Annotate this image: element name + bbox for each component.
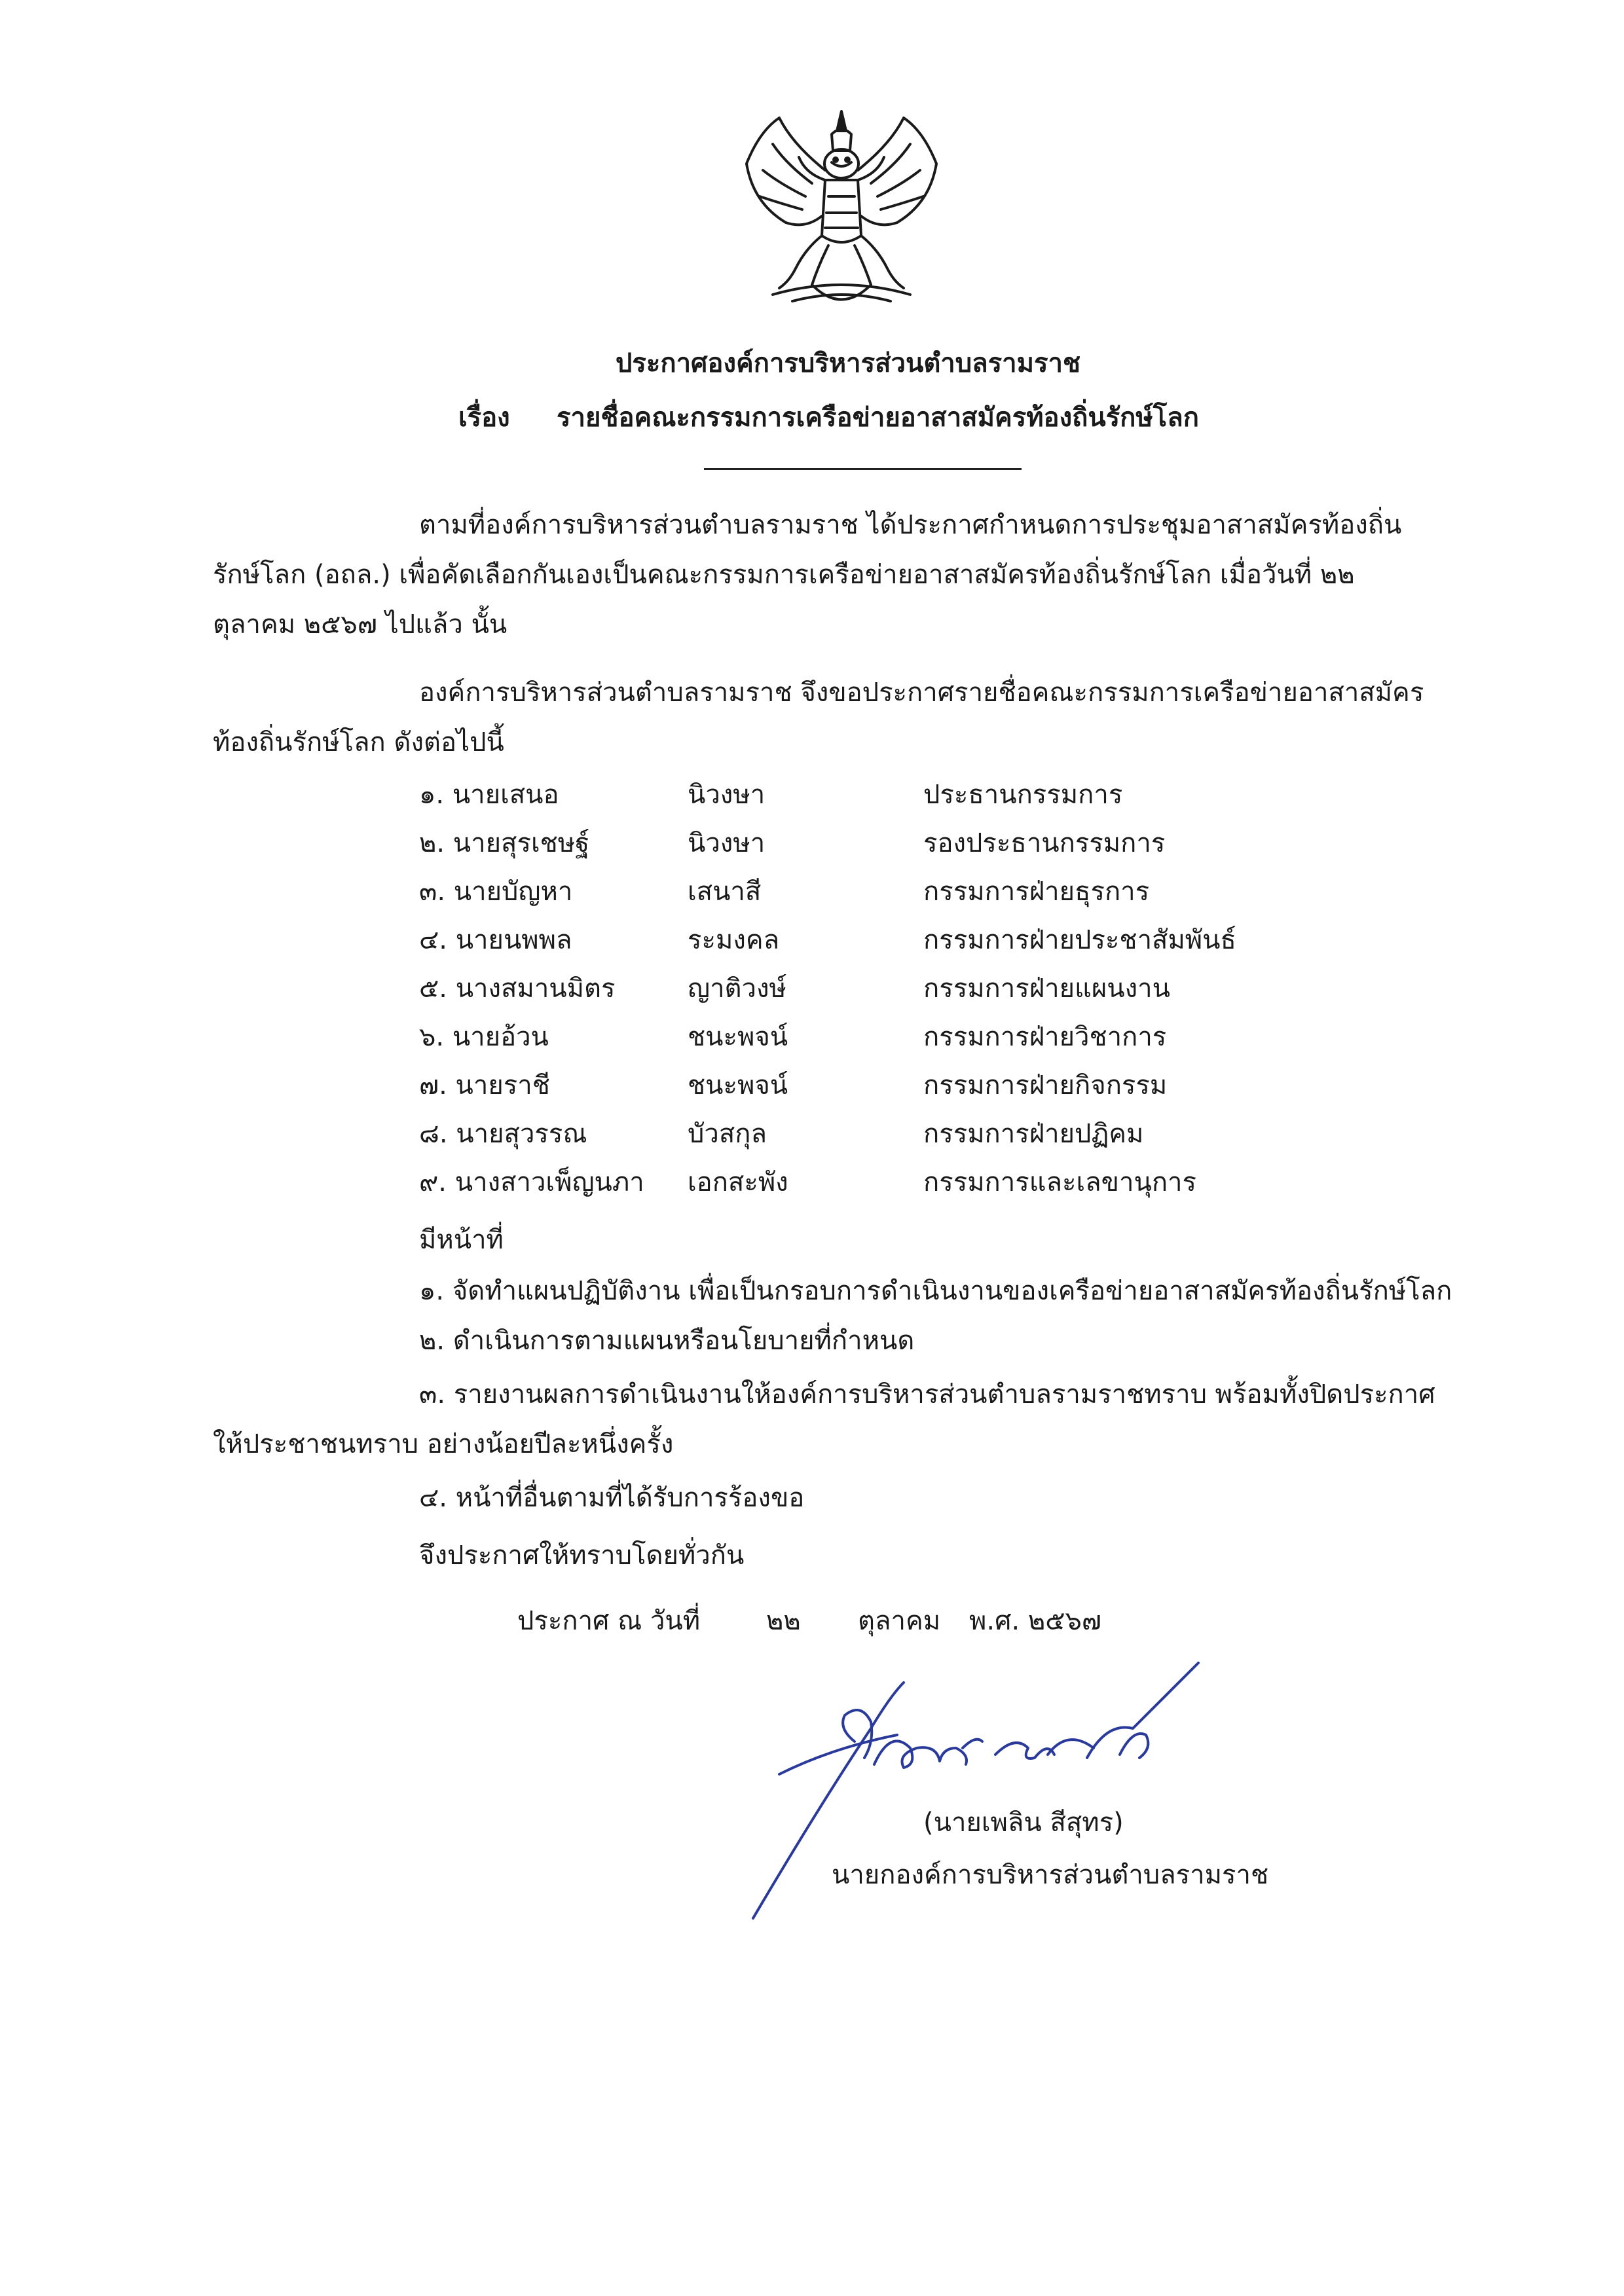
subject-label: เรื่อง: [458, 403, 510, 433]
title-divider: [704, 468, 1022, 470]
member-name: ๙. นางสาวเพ็ญนภา: [419, 1167, 644, 1197]
signatory-title: นายกองค์การบริหารส่วนตำบลรามราช: [832, 1860, 1269, 1890]
member-surname: ชนะพจน์: [688, 1070, 788, 1101]
date-month: ตุลาคม: [858, 1606, 941, 1636]
member-position: กรรมการฝ่ายประชาสัมพันธ์: [923, 925, 1236, 955]
signatory-name: (นายเพลิน สีสุทร): [923, 1808, 1124, 1838]
closing-text: จึงประกาศให้ทราบโดยทั่วกัน: [419, 1540, 745, 1571]
member-surname: นิวงษา: [688, 828, 766, 858]
subject-text: รายชื่อคณะกรรมการเครือข่ายอาสาสมัครท้องถิ่นรักษ์โลก: [557, 403, 1199, 433]
date-year: พ.ศ. ๒๕๖๗: [969, 1606, 1102, 1636]
announcement-title: ประกาศองค์การบริหารส่วนตำบลรามราช: [616, 348, 1081, 378]
member-surname: ระมงคล: [688, 925, 780, 955]
member-position: กรรมการฝ่ายแผนงาน: [923, 974, 1170, 1004]
member-position: กรรมการฝ่ายปฏิคม: [923, 1119, 1144, 1149]
member-name: ๒. นายสุรเชษฐ์: [419, 828, 590, 858]
intro-line-1: ตามที่องค์การบริหารส่วนตำบลรามราช ได้ประกาศกำหนดการประชุมอาสาสมัครท้องถิ่น: [419, 510, 1402, 540]
intro-line-3: ตุลาคม ๒๕๖๗ ไปแล้ว นั้น: [213, 610, 507, 640]
member-position: กรรมการและเลขานุการ: [923, 1167, 1196, 1197]
member-position: รองประธานกรรมการ: [923, 828, 1166, 858]
member-position: กรรมการฝ่ายธุรการ: [923, 877, 1150, 907]
duty-item-3-line-2: ให้ประชาชนทราบ อย่างน้อยปีละหนึ่งครั้ง: [213, 1429, 674, 1459]
member-name: ๑. นายเสนอ: [419, 780, 559, 810]
member-surname: เอกสะพัง: [688, 1167, 788, 1197]
member-name: ๕. นางสมานมิตร: [419, 974, 616, 1004]
member-name: ๖. นายอ้วน: [419, 1022, 549, 1052]
duty-item-4: ๔. หน้าที่อื่นตามที่ได้รับการร้องขอ: [419, 1483, 805, 1513]
member-name: ๓. นายบัญหา: [419, 877, 573, 907]
member-surname: นิวงษา: [688, 780, 766, 810]
date-prefix: ประกาศ ณ วันที่: [517, 1606, 701, 1636]
member-surname: เสนาสี: [688, 877, 762, 907]
member-name: ๗. นายราชี: [419, 1070, 550, 1101]
duty-item-3-line-1: ๓. รายงานผลการดำเนินงานให้องค์การบริหารส่วนตำบลรามราชทราบ พร้อมทั้งปิดประกาศ: [419, 1379, 1435, 1410]
member-surname: ญาติวงษ์: [688, 974, 786, 1004]
member-surname: ชนะพจน์: [688, 1022, 788, 1052]
member-surname: บัวสกุล: [688, 1119, 767, 1149]
announce-line-2: ท้องถิ่นรักษ์โลก ดังต่อไปนี้: [213, 727, 504, 757]
garuda-emblem-icon: [733, 105, 950, 314]
duties-heading: มีหน้าที่: [419, 1225, 504, 1255]
member-position: กรรมการฝ่ายกิจกรรม: [923, 1070, 1168, 1101]
member-name: ๘. นายสุวรรณ: [419, 1119, 587, 1149]
duty-item-2: ๒. ดำเนินการตามแผนหรือนโยบายที่กำหนด: [419, 1326, 915, 1356]
member-name: ๔. นายนพพล: [419, 925, 572, 955]
duty-item-1: ๑. จัดทำแผนปฏิบัติงาน เพื่อเป็นกรอบการดำเนินงานของเครือข่ายอาสาสมัครท้องถิ่นรักษ์โลก: [419, 1276, 1452, 1306]
date-day: ๒๒: [766, 1606, 801, 1636]
intro-line-2: รักษ์โลก (อถล.) เพื่อคัดเลือกกันเองเป็นคณะกรรมการเครือข่ายอาสาสมัครท้องถิ่นรักษ์โลก เมื่อวันที่ ๒๒: [213, 560, 1355, 590]
member-position: กรรมการฝ่ายวิชาการ: [923, 1022, 1167, 1052]
member-position: ประธานกรรมการ: [923, 780, 1123, 810]
announce-line-1: องค์การบริหารส่วนตำบลรามราช จึงขอประกาศรายชื่อคณะกรรมการเครือข่ายอาสาสมัคร: [419, 678, 1424, 708]
